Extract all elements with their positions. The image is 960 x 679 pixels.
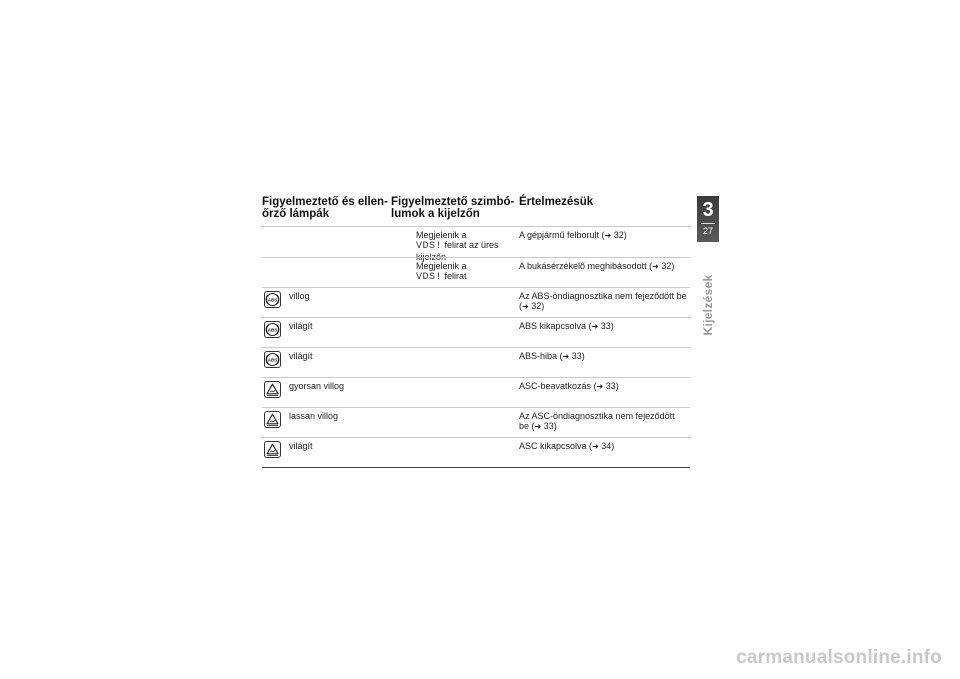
asc-warning-icon — [264, 381, 281, 398]
warning-lamps-table — [262, 196, 690, 468]
svg-text:ABS: ABS — [267, 357, 278, 363]
svg-text:ABS: ABS — [267, 327, 278, 333]
section-label: Kijelzések — [701, 274, 715, 336]
header-meaning: Értelmezésük — [519, 196, 594, 208]
meaning-text: A bukásérzékelő meghibásodott (➜ 32) — [519, 261, 675, 271]
svg-text:ABS: ABS — [267, 297, 278, 303]
abs-warning-icon — [264, 351, 281, 368]
page-ref: 34 — [601, 441, 612, 451]
table-row — [262, 287, 690, 317]
table-header — [262, 196, 690, 226]
table-row — [262, 317, 690, 347]
asc-warning-icon — [264, 411, 281, 428]
lamp-state: villog — [289, 291, 310, 301]
table-row — [262, 257, 690, 287]
meaning-text: A gépjármű felborult (➜ 32) — [519, 230, 627, 240]
meaning-text: Az ASC-öndiagnosztika nem fejeződött be (➜ 33) — [519, 411, 675, 431]
page-ref-arrow-icon: ➜ — [652, 262, 659, 271]
abs-warning-icon — [264, 291, 281, 308]
vds-display-code: VDS! — [416, 272, 443, 283]
page-ref: 33 — [571, 351, 582, 361]
asc-warning-icon — [264, 441, 281, 458]
page-ref-arrow-icon: ➜ — [592, 442, 599, 451]
page-ref-arrow-icon: ➜ — [534, 422, 542, 431]
display-symbol: Megjelenik a VDS! felirat — [416, 261, 467, 283]
page-ref: 32 — [613, 230, 624, 240]
table-row — [262, 437, 690, 468]
display-symbol: Megjelenik a VDS! felirat az üres kijelzőn — [416, 230, 499, 262]
page-ref-arrow-icon: ➜ — [591, 322, 599, 331]
lamp-state: lassan villog — [289, 411, 339, 421]
meaning-text: ASC-beavatkozás (➜ 33) — [519, 381, 619, 391]
page-ref: 32 — [661, 261, 672, 271]
page-number: 27 — [702, 226, 713, 236]
table-row — [262, 226, 690, 262]
lamp-state: világít — [289, 441, 313, 451]
meaning-text: Az ABS-öndiagnosztika nem fejeződött be (➜ 32) — [519, 291, 687, 311]
table-row — [262, 347, 690, 377]
abs-warning-icon — [264, 321, 281, 338]
page-ref: 33 — [600, 321, 611, 331]
chapter-number: 3 — [702, 199, 714, 221]
lamp-state: világít — [289, 351, 313, 361]
tab-divider — [701, 223, 715, 224]
meaning-text: ABS-hiba (➜ 33) — [519, 351, 585, 361]
page-ref-arrow-icon: ➜ — [604, 231, 612, 240]
header-symbols: Figyelmeztető szimbó- lumok a kijelzőn — [391, 196, 515, 220]
page-ref: 33 — [605, 381, 616, 391]
watermark: carmanualsonline.info — [736, 647, 942, 668]
meaning-text: ASC kikapcsolva (➜ 34) — [519, 441, 615, 451]
lamp-state: világít — [289, 321, 313, 331]
page-ref-arrow-icon: ➜ — [522, 302, 529, 311]
vds-display-code: VDS! — [416, 241, 443, 252]
table-row — [262, 407, 690, 437]
table-row — [262, 377, 690, 407]
page-ref: 32 — [531, 301, 542, 311]
page-ref: 33 — [543, 421, 554, 431]
meaning-text: ABS kikapcsolva (➜ 33) — [519, 321, 614, 331]
table-body — [262, 226, 690, 468]
page-ref-arrow-icon: ➜ — [596, 382, 604, 391]
chapter-tab — [697, 196, 719, 242]
header-lamps: Figyelmeztető és ellen- őrző lámpák — [262, 196, 388, 220]
lamp-state: gyorsan villog — [289, 381, 345, 391]
page-ref-arrow-icon: ➜ — [562, 352, 570, 361]
